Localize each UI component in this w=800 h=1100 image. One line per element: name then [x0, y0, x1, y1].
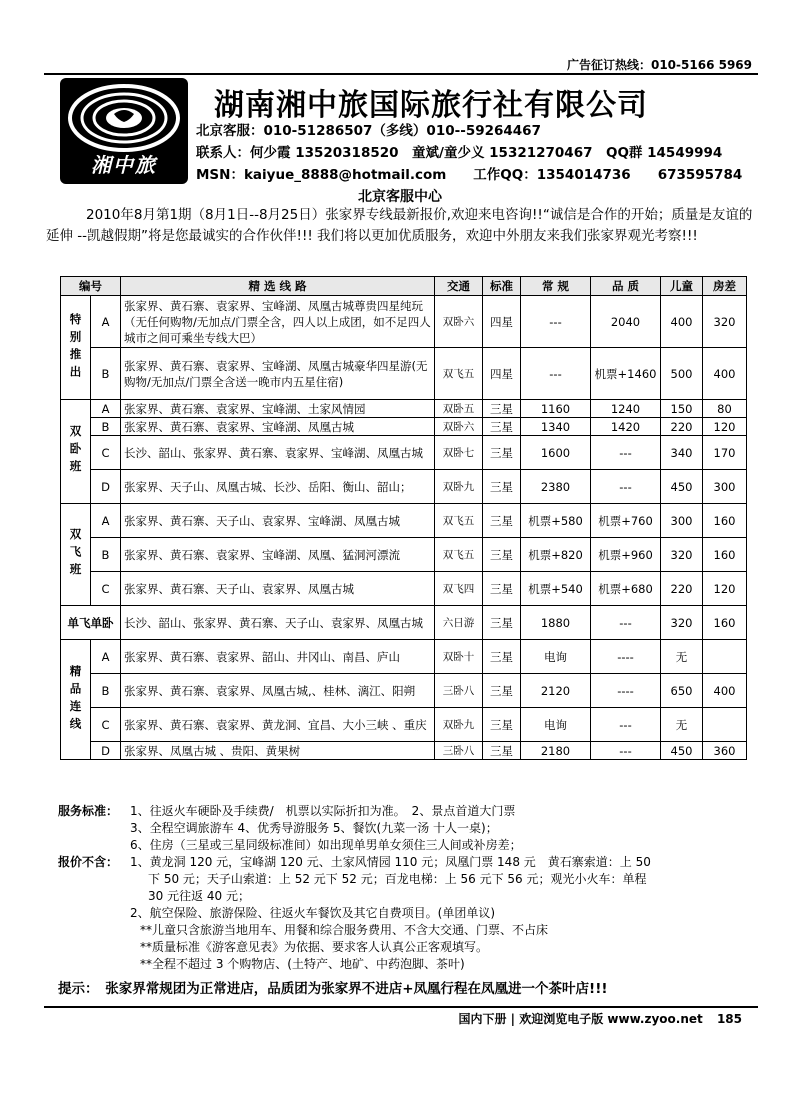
row-code: B — [91, 538, 121, 572]
logo-text: 湘中旅 — [91, 153, 157, 177]
route-cell: 张家界、凤凰古城 、贵阳、黄果树 — [121, 742, 435, 760]
route-cell: 张家界、黄石寨、天子山、袁家界、凤凰古城 — [121, 572, 435, 606]
quality-cell: 机票+760 — [591, 504, 661, 538]
group-label: 特别推出 — [61, 296, 91, 400]
table-row — [61, 400, 747, 418]
room-cell: 300 — [703, 470, 747, 504]
regular-cell: 电询 — [521, 708, 591, 742]
quality-cell: --- — [591, 606, 661, 640]
row-code: D — [91, 470, 121, 504]
service-line: 1、往返火车硬卧及手续费/ 机票以实际折扣为准。 2、景点首道大门票 — [130, 804, 516, 818]
row-code: A — [91, 296, 121, 348]
globe-swirl-icon — [60, 78, 188, 158]
child-cell: 450 — [661, 742, 703, 760]
table-row — [61, 418, 747, 436]
table-header-row — [61, 277, 747, 296]
route-cell: 张家界、黄石寨、袁家界、宝峰湖、土家风情园 — [121, 400, 435, 418]
page-footer — [459, 1010, 743, 1027]
route-cell: 张家界、黄石寨、袁家界、凤凰古城,、桂林、漓江、阳朔 — [121, 674, 435, 708]
exclusion-line: 1、黄龙洞 120 元，宝峰湖 120 元、土家风情园 110 元；凤凰门票 148 元 黄石寨索道：上 50 — [130, 855, 651, 869]
room-cell: 120 — [703, 418, 747, 436]
footer-text: 国内下册 | 欢迎浏览电子版 www.zyoo.net — [458, 1012, 703, 1026]
service-line: 3、全程空调旅游车 4、优秀导游服务 5、餐饮(九菜一汤 十人一桌)； — [130, 821, 498, 835]
table-row — [61, 640, 747, 674]
regular-cell: 1600 — [521, 436, 591, 470]
exclusion-line: 30 元往返 40 元； — [148, 889, 250, 903]
quality-cell: 2040 — [591, 296, 661, 348]
room-cell: 160 — [703, 606, 747, 640]
quality-cell: 机票+960 — [591, 538, 661, 572]
standard-cell: 三星 — [483, 538, 521, 572]
child-cell: 450 — [661, 470, 703, 504]
transport-cell: 三卧八 — [435, 674, 483, 708]
standard-cell: 四星 — [483, 348, 521, 400]
room-cell: 360 — [703, 742, 747, 760]
room-cell: 400 — [703, 348, 747, 400]
child-cell: 无 — [661, 640, 703, 674]
child-cell: 400 — [661, 296, 703, 348]
row-code: C — [91, 572, 121, 606]
standard-cell: 三星 — [483, 708, 521, 742]
page-number: 185 — [716, 1012, 742, 1026]
room-cell: 80 — [703, 400, 747, 418]
row-code: C — [91, 708, 121, 742]
transport-cell: 双飞五 — [435, 348, 483, 400]
child-cell: 无 — [661, 708, 703, 742]
transport-cell: 双卧七 — [435, 436, 483, 470]
quality-cell: 1420 — [591, 418, 661, 436]
table-row — [61, 742, 747, 760]
notes-section — [58, 803, 758, 973]
route-cell: 张家界、黄石寨、袁家界、黄龙洞、宜昌、大小三峡 、重庆 — [121, 708, 435, 742]
child-cell: 150 — [661, 400, 703, 418]
route-cell: 张家界、黄石寨、袁家界、宝峰湖、凤凰古城豪华四星游(无购物/无加点/门票全含送一晚市内五星住宿) — [121, 348, 435, 400]
table-row — [61, 606, 747, 640]
msn-line: MSN：kaiyue_8888@hotmail.com 工作QQ：1354014736 673595784 — [196, 167, 743, 183]
header-regular: 常 规 — [521, 277, 591, 296]
route-cell: 张家界、黄石寨、天子山、袁家界、宝峰湖、凤凰古城 — [121, 504, 435, 538]
header-child: 儿童 — [661, 277, 703, 296]
exclusion-line: **质量标准《游客意见表》为依据、要求客人认真公正客观填写。 — [140, 940, 489, 954]
ad-hotline: 广告征订热线：010-5166 5969 — [566, 58, 752, 72]
child-cell: 320 — [661, 606, 703, 640]
room-cell: 160 — [703, 538, 747, 572]
company-logo — [60, 78, 188, 184]
room-cell: 170 — [703, 436, 747, 470]
transport-cell: 双飞五 — [435, 538, 483, 572]
table-row — [61, 436, 747, 470]
quality-cell: --- — [591, 436, 661, 470]
company-name: 湖南湘中旅国际旅行社有限公司 — [214, 88, 648, 123]
table-row — [61, 708, 747, 742]
standard-cell: 三星 — [483, 504, 521, 538]
header-room: 房差 — [703, 277, 747, 296]
transport-cell: 双卧九 — [435, 470, 483, 504]
transport-cell: 双卧六 — [435, 418, 483, 436]
child-cell: 500 — [661, 348, 703, 400]
exclusions-label: 报价不含： — [58, 855, 119, 869]
quality-cell: 机票+680 — [591, 572, 661, 606]
route-cell: 张家界、黄石寨、袁家界、宝峰湖、凤凰、猛洞河漂流 — [121, 538, 435, 572]
route-cell: 长沙、韶山、张家界、黄石寨、袁家界、宝峰湖、凤凰古城 — [121, 436, 435, 470]
standard-cell: 三星 — [483, 572, 521, 606]
standard-cell: 三星 — [483, 470, 521, 504]
exclusion-line: 下 50 元；天子山索道：上 52 元下 52 元；百龙电梯：上 56 元下 56 元；观光小火车：单程 — [148, 872, 647, 886]
table-row — [61, 348, 747, 400]
top-divider — [44, 73, 758, 75]
header-route: 精 选 线 路 — [121, 277, 435, 296]
header-standard: 标准 — [483, 277, 521, 296]
room-cell: 160 — [703, 504, 747, 538]
route-cell: 长沙、韶山、张家界、黄石寨、天子山、袁家界、凤凰古城 — [121, 606, 435, 640]
standard-cell: 三星 — [483, 606, 521, 640]
regular-cell: 2120 — [521, 674, 591, 708]
standard-cell: 三星 — [483, 674, 521, 708]
exclusion-line: 2、航空保险、旅游保险、往返火车餐饮及其它自费项目。(单团单议) — [130, 906, 496, 920]
tip-line: 提示： 张家界常规团为正常进店，品质团为张家界不进店+凤凰行程在凤凰进一个茶叶店!!! — [58, 981, 608, 997]
regular-cell: --- — [521, 348, 591, 400]
header-transport: 交通 — [435, 277, 483, 296]
beijing-service-line: 北京客服：010-51286507（多线）010--59264467 — [196, 123, 541, 139]
route-cell: 张家界、黄石寨、袁家界、宝峰湖、凤凰古城 — [121, 418, 435, 436]
transport-cell: 双飞四 — [435, 572, 483, 606]
regular-cell: 机票+540 — [521, 572, 591, 606]
child-cell: 320 — [661, 538, 703, 572]
regular-cell: 1160 — [521, 400, 591, 418]
quality-cell: ---- — [591, 674, 661, 708]
regular-cell: 2180 — [521, 742, 591, 760]
header-code: 编号 — [61, 277, 121, 296]
table-row — [61, 674, 747, 708]
price-table — [60, 276, 747, 760]
group-label: 双卧班 — [61, 400, 91, 504]
table-row — [61, 296, 747, 348]
exclusion-line: **全程不超过 3 个购物店、(土特产、地矿、中药泡脚、茶叶) — [140, 957, 465, 971]
table-row — [61, 572, 747, 606]
route-cell: 张家界、黄石寨、袁家界、宝峰湖、凤凰古城尊贵四星纯玩（无任何购物/无加点/门票全含，四人以上成团，如不足四人城市之间可乘坐专线大巴） — [121, 296, 435, 348]
regular-cell: 机票+580 — [521, 504, 591, 538]
contact-line: 联系人：何少霞 13520318520 童斌/童少义 15321270467 QQ群 14549994 — [196, 145, 723, 161]
table-row — [61, 504, 747, 538]
room-cell — [703, 640, 747, 674]
transport-cell: 三卧八 — [435, 742, 483, 760]
table-row — [61, 538, 747, 572]
row-code: D — [91, 742, 121, 760]
center-title: 北京客服中心 — [358, 189, 442, 205]
child-cell: 340 — [661, 436, 703, 470]
regular-cell: 机票+820 — [521, 538, 591, 572]
transport-cell: 双飞五 — [435, 504, 483, 538]
row-code: C — [91, 436, 121, 470]
bottom-divider — [44, 1006, 758, 1008]
service-label: 服务标准： — [58, 804, 119, 818]
child-cell: 650 — [661, 674, 703, 708]
row-code: A — [91, 504, 121, 538]
quality-cell: 1240 — [591, 400, 661, 418]
transport-cell: 双卧六 — [435, 296, 483, 348]
regular-cell: 1340 — [521, 418, 591, 436]
standard-cell: 三星 — [483, 418, 521, 436]
group-label: 精品连线 — [61, 640, 91, 760]
route-cell: 张家界、黄石寨、袁家界、韶山、井冈山、南昌、庐山 — [121, 640, 435, 674]
exclusion-line: **儿童只含旅游当地用车、用餐和综合服务费用、不含大交通、门票、不占床 — [140, 923, 549, 937]
room-cell: 120 — [703, 572, 747, 606]
standard-cell: 三星 — [483, 742, 521, 760]
quality-cell: ---- — [591, 640, 661, 674]
child-cell: 220 — [661, 418, 703, 436]
row-code: B — [91, 348, 121, 400]
room-cell: 320 — [703, 296, 747, 348]
row-code: A — [91, 640, 121, 674]
transport-cell: 双卧五 — [435, 400, 483, 418]
table-row — [61, 470, 747, 504]
table-body — [61, 296, 747, 760]
row-code: B — [91, 418, 121, 436]
child-cell: 300 — [661, 504, 703, 538]
regular-cell: --- — [521, 296, 591, 348]
intro-paragraph: 2010年8月第1期（8月1日--8月25日）张家界专线最新报价,欢迎来电咨询!!“诚信是合作的开始；质量是友谊的延伸 --凯越假期”将是您最诚实的合作伙伴!!! 我们将以更加优质服务，欢迎中外朋友来我们张家界观光考察!!! — [46, 207, 753, 244]
standard-cell: 三星 — [483, 400, 521, 418]
standard-cell: 四星 — [483, 296, 521, 348]
transport-cell: 双卧十 — [435, 640, 483, 674]
room-cell: 400 — [703, 674, 747, 708]
quality-cell: --- — [591, 470, 661, 504]
quality-cell: --- — [591, 742, 661, 760]
header-quality: 品 质 — [591, 277, 661, 296]
standard-cell: 三星 — [483, 640, 521, 674]
route-cell: 张家界、天子山、凤凰古城、长沙、岳阳、衡山、韶山； — [121, 470, 435, 504]
regular-cell: 2380 — [521, 470, 591, 504]
transport-cell: 六日游 — [435, 606, 483, 640]
regular-cell: 电询 — [521, 640, 591, 674]
group-label: 双飞班 — [61, 504, 91, 606]
regular-cell: 1880 — [521, 606, 591, 640]
quality-cell: 机票+1460 — [591, 348, 661, 400]
row-code: A — [91, 400, 121, 418]
child-cell: 220 — [661, 572, 703, 606]
standard-cell: 三星 — [483, 436, 521, 470]
service-line: 6、住房（三星或三星同级标准间）如出现单男单女须住三人间或补房差； — [130, 838, 522, 852]
transport-cell: 双卧九 — [435, 708, 483, 742]
quality-cell: --- — [591, 708, 661, 742]
group-label: 单飞单卧 — [61, 606, 121, 640]
row-code: B — [91, 674, 121, 708]
room-cell — [703, 708, 747, 742]
